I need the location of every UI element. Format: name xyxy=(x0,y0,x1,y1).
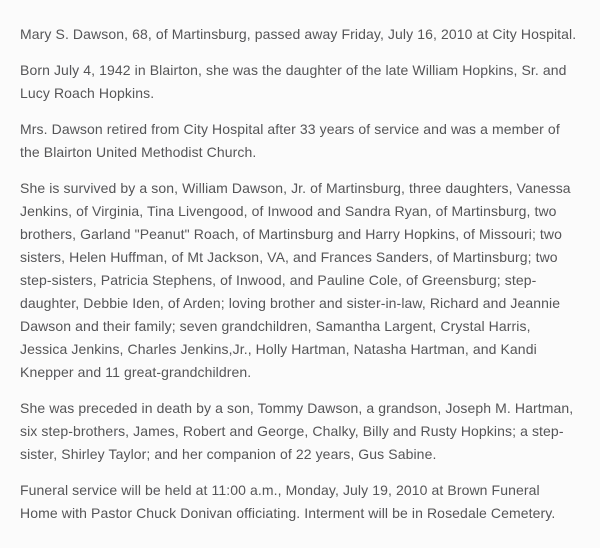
obituary-paragraph-career: Mrs. Dawson retired from City Hospital after 33 years of service and was a member of the Blairton United Methodist Church. xyxy=(20,121,560,160)
obituary-paragraph-birth: Born July 4, 1942 in Blairton, she was the daughter of the late William Hopkins, Sr. and Lucy Roach Hopkins. xyxy=(20,62,567,101)
obituary-paragraph-survivors: She is survived by a son, William Dawson, Jr. of Martinsburg, three daughters, Vanessa Jenkins, of Virginia, Tina Livengood, of Inwood and Sandra Ryan, of Martinsburg, two brothers, Garland "Peanut" Roach, of Martinsburg and Harry Hopkins, of Missouri; two sisters, Helen Huffman, of Mt Jackson, VA, and Frances Sanders, of Martinsburg; two step-sisters, Patricia Stephens, of Inwood, and Pauline Cole, of Greensburg; step-daughter, Debbie Iden, of Arden; loving brother and sister-in-law, Richard and Jeannie Dawson and their family; seven grandchildren, Samantha Largent, Crystal Harris, Jessica Jenkins, Charles Jenkins,Jr., Holly Hartman, Natasha Hartman, and Kandi Knepper and 11 great-grandchildren. xyxy=(20,180,571,380)
obituary-paragraph-preceded-in-death: She was preceded in death by a son, Tommy Dawson, a grandson, Joseph M. Hartman, six step-brothers, James, Robert and George, Chalky, Billy and Rusty Hopkins; a step-sister, Shirley Taylor; and her companion of 22 years, Gus Sabine. xyxy=(20,400,574,462)
obituary-paragraph-funeral-service: Funeral service will be held at 11:00 a.m., Monday, July 19, 2010 at Brown Funeral Home with Pastor Chuck Donivan officiating. Interment will be in Rosedale Cemetery. xyxy=(20,482,556,521)
obituary-paragraph-death-notice: Mary S. Dawson, 68, of Martinsburg, passed away Friday, July 16, 2010 at City Hospital. xyxy=(20,26,577,42)
